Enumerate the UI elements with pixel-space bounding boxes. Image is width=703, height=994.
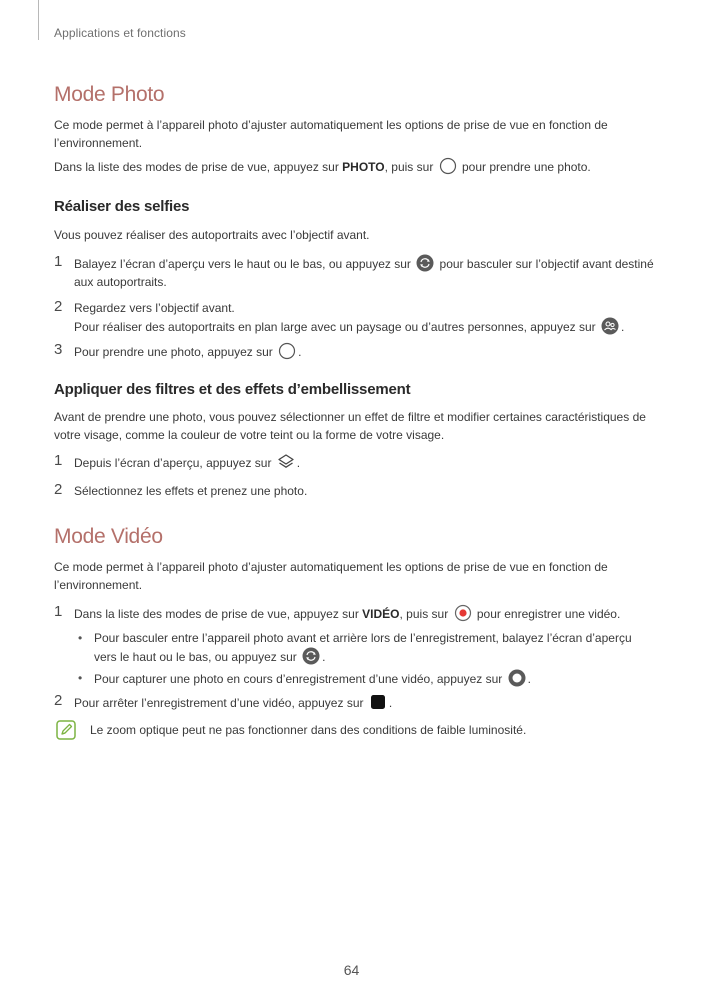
subsection-title-filters: Appliquer des filtres et des effets d’embellissement bbox=[54, 381, 411, 398]
video-step-1: 1 Dans la liste des modes de prise de vue, appuyez sur VIDÉO, puis sur pour enregistrer une vidéo. bbox=[54, 603, 621, 621]
stop-icon bbox=[369, 693, 387, 711]
step-number: 2 bbox=[54, 298, 63, 315]
note: Le zoom optique peut ne pas fonctionner dans des conditions de faible luminosité. bbox=[54, 721, 654, 739]
video-step-2: 2 Pour arrêter l’enregistrement d’une vidéo, appuyez sur . bbox=[54, 692, 393, 710]
video-bullet-1: • Pour basculer entre l’appareil photo avant et arrière lors de l’enregistrement, balayez l’écran d’aperçu vers le haut ou le bas, ou appuyez sur . bbox=[78, 631, 632, 664]
filters-intro: Avant de prendre une photo, vous pouvez sélectionner un effet de filtre et modifier certaines caractéristiques de votre visage, comme la couleur de votre teint ou la forme de votre visage. bbox=[54, 410, 646, 442]
step-number: 3 bbox=[54, 341, 63, 358]
video-mode-keyword: VIDÉO bbox=[362, 607, 400, 621]
photo-mode-keyword: PHOTO bbox=[342, 160, 385, 174]
record-icon bbox=[454, 604, 472, 622]
section-title-photo: Mode Photo bbox=[54, 83, 165, 106]
note-pencil-icon bbox=[56, 720, 76, 740]
video-intro: Ce mode permet à l’appareil photo d’ajuster automatiquement les options de prise de vue en fonction de l’environnement. bbox=[54, 560, 608, 592]
step-number: 2 bbox=[54, 481, 63, 498]
step-number: 2 bbox=[54, 692, 63, 709]
step-number: 1 bbox=[54, 253, 63, 270]
header-divider bbox=[38, 0, 39, 40]
photo-intro: Ce mode permet à l’appareil photo d’ajuster automatiquement les options de prise de vue en fonction de l’environnement. bbox=[54, 118, 608, 150]
page-header: Applications et fonctions bbox=[54, 26, 186, 40]
selfie-step-2: 2 Regardez vers l’objectif avant. Pour réaliser des autoportraits en plan large avec un paysage ou d’autres personnes, appuyez sur . bbox=[54, 298, 625, 334]
photo-instruction: Dans la liste des modes de prise de vue, appuyez sur PHOTO, puis sur pour prendre une photo. bbox=[54, 157, 654, 176]
page-content bbox=[54, 82, 654, 739]
step-number: 1 bbox=[54, 452, 63, 469]
filter-step-1: 1 Depuis l’écran d’aperçu, appuyez sur . bbox=[54, 452, 301, 470]
video-bullet-2: • Pour capturer une photo en cours d’enregistrement d’une vidéo, appuyez sur . bbox=[78, 671, 531, 686]
switch-camera-icon bbox=[416, 254, 434, 272]
filter-step-2: 2 Sélectionnez les effets et prenez une photo. bbox=[54, 481, 308, 498]
filters-icon bbox=[277, 453, 295, 471]
subsection-title-selfies: Réaliser des selfies bbox=[54, 198, 190, 215]
shutter-icon bbox=[278, 342, 296, 360]
selfie-step-3: 3 Pour prendre une photo, appuyez sur . bbox=[54, 341, 302, 359]
wide-selfie-icon bbox=[601, 317, 619, 335]
bullet-dot: • bbox=[78, 671, 83, 685]
selfies-intro: Vous pouvez réaliser des autoportraits avec l’objectif avant. bbox=[54, 228, 370, 242]
switch-camera-icon bbox=[302, 647, 320, 665]
step-number: 1 bbox=[54, 603, 63, 620]
bullet-dot: • bbox=[78, 631, 83, 645]
shutter-icon bbox=[439, 157, 457, 175]
page-number: 64 bbox=[343, 962, 360, 978]
capture-photo-icon bbox=[508, 669, 526, 687]
section-title-video: Mode Vidéo bbox=[54, 525, 163, 548]
selfie-step-1: 1 Balayez l’écran d’aperçu vers le haut ou le bas, ou appuyez sur pour basculer sur l’objectif avant destiné aux autoportraits. bbox=[54, 253, 654, 289]
